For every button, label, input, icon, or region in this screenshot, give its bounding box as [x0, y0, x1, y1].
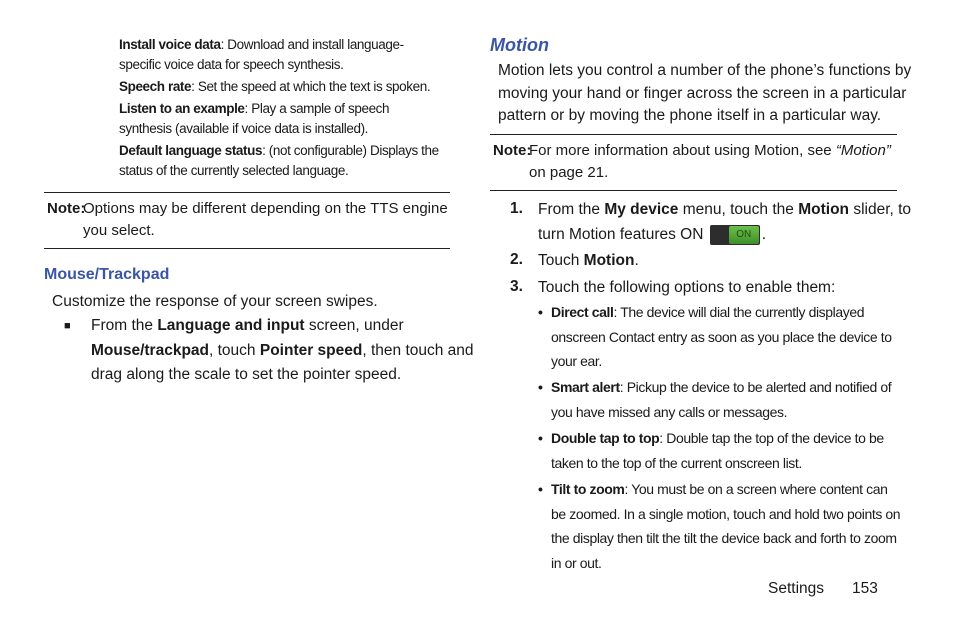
motion-intro [498, 60, 912, 128]
option-term: Tilt to zoom [551, 481, 625, 497]
def-install-voice-data [119, 35, 439, 75]
text: From the [91, 317, 158, 334]
option-desc: : The device will dial the currently displayed onscreen Contact entry as soon as you place the device to your ear. [551, 304, 892, 369]
mouse-instruction [91, 314, 474, 388]
text: menu, touch the [678, 201, 799, 218]
def-term: Listen to an example [119, 101, 245, 116]
option-term: Smart alert [551, 379, 620, 395]
divider [44, 192, 450, 193]
page-number: 153 [852, 580, 878, 597]
option-desc: : Pickup the device to be alerted and notified of you have missed any calls or messages. [551, 379, 892, 420]
note-label: Note: [493, 142, 532, 159]
divider [490, 190, 897, 191]
text: For more information about using Motion, see [529, 142, 836, 159]
cross-ref-motion: “Motion” [835, 142, 891, 159]
option-term: Double tap to top [551, 430, 660, 446]
def-desc: : Set the speed at which the text is spoken. [191, 79, 431, 94]
text: screen, under [304, 317, 404, 334]
section-heading-motion: Motion [490, 35, 549, 55]
bullet-icon: • [538, 430, 543, 446]
bullet-icon: • [538, 481, 543, 497]
footer-section-name: Settings [768, 580, 825, 597]
intro-line: pattern or by moving the phone itself in a particular way. [498, 107, 882, 124]
text: drag along the scale to set the pointer speed. [91, 366, 402, 383]
def-term: Default language status [119, 143, 263, 158]
note-text [529, 140, 891, 162]
toggle-on-icon [710, 225, 760, 245]
intro-line: moving your hand or finger across the screen in a particular [498, 84, 907, 102]
option-desc: : You must be on a screen where content can be zoomed. In a single motion, touch and hold two points on the display then tilt the tilt the device back and forth to zoom in or out. [551, 481, 901, 571]
note-motion [493, 140, 897, 186]
text: . [634, 252, 639, 269]
ui-ref-motion: Motion [798, 201, 850, 218]
text: slider, to [849, 201, 912, 218]
mouse-intro: Customize the response of your screen swipes. [52, 293, 378, 310]
square-bullet-icon: ■ [64, 320, 71, 332]
text: Touch [538, 252, 584, 269]
def-speech-rate [119, 77, 439, 97]
option-desc: : Double tap the top of the device to be taken to the top of the current onscreen list. [551, 430, 884, 471]
step-number: 1. [510, 200, 523, 217]
def-listen-example [119, 99, 439, 139]
toggle-knob: ON [729, 226, 759, 244]
section-heading-mouse-trackpad: Mouse/Trackpad [44, 266, 170, 283]
bullet-icon: • [538, 304, 543, 320]
bullet-icon: • [538, 379, 543, 395]
step-number: 3. [510, 278, 523, 295]
option-term: Direct call [551, 304, 614, 320]
text: From the [538, 201, 605, 218]
def-term: Install voice data [119, 37, 221, 52]
note-text-2: on page 21. [529, 164, 609, 181]
step-2 [538, 248, 639, 273]
note-label: Note: [47, 200, 86, 217]
text: turn Motion features ON [538, 226, 704, 243]
divider [490, 134, 897, 135]
ui-ref-language-input: Language and input [157, 317, 305, 334]
ui-ref-mouse-trackpad: Mouse/trackpad [91, 341, 210, 359]
text: , touch [209, 341, 260, 359]
def-desc: : (not configurable) Displays the status of the currently selected language. [119, 143, 439, 178]
def-desc: : Download and install language-specific voice data for speech synthesis. [119, 37, 404, 72]
step-1 [538, 197, 912, 247]
note-tts [47, 198, 447, 244]
divider [44, 248, 450, 249]
note-text: Options may be different depending on the TTS engine [83, 200, 448, 217]
ui-ref-motion: Motion [583, 252, 635, 269]
ui-ref-pointer-speed: Pointer speed [259, 341, 363, 359]
step-number: 2. [510, 251, 523, 268]
text: , then touch and [362, 341, 474, 359]
step-3: Touch the following options to enable them: [538, 279, 836, 296]
def-default-language-status [119, 141, 439, 181]
def-desc: : Play a sample of speech synthesis (available if voice data is installed). [119, 101, 390, 136]
ui-ref-my-device: My device [604, 201, 679, 218]
def-term: Speech rate [119, 79, 192, 94]
text: . [761, 226, 767, 243]
intro-line: Motion lets you control a number of the phone’s functions by [498, 62, 912, 79]
note-text-2: you select. [83, 222, 155, 239]
